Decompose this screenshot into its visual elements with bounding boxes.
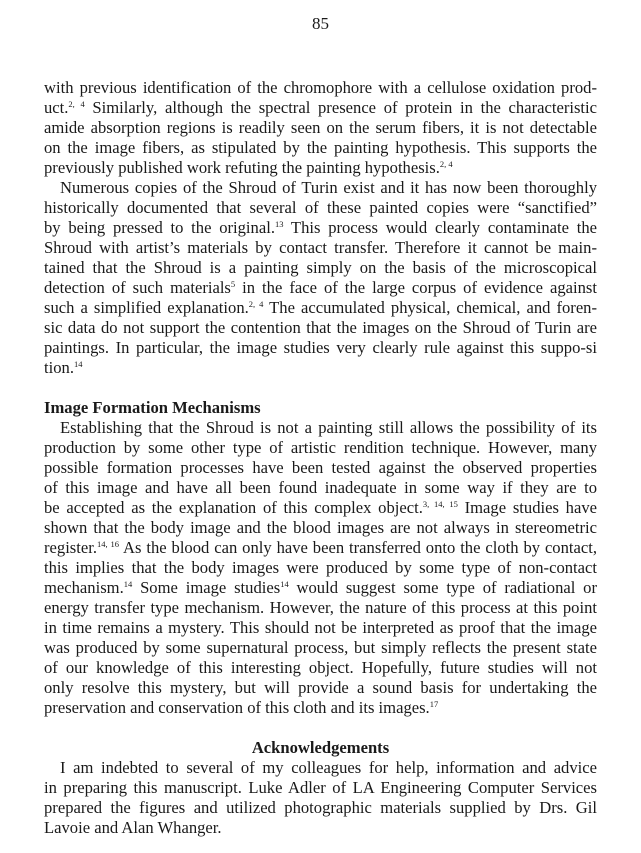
citation-ref: 2, 4 bbox=[248, 299, 264, 309]
citation-ref: 14 bbox=[123, 579, 133, 589]
body-text-line: energy transfer type mechanism. However, the nature of this process at this point bbox=[44, 598, 597, 617]
body-text-line: shown that the body image and the blood images are not always in stereometric bbox=[44, 518, 597, 537]
body-text-line: historically documented that several of these painted copies were “sanctified” bbox=[44, 198, 597, 217]
body-text-line: previously published work refuting the painting hypothesis.$^{2, 4}$ bbox=[44, 158, 453, 177]
body-text-line: Shroud with artist’s materials by contact transfer. Therefore it cannot be main- bbox=[44, 238, 597, 257]
citation-ref: 17 bbox=[429, 699, 439, 709]
body-text-line: of our knowledge of this interesting object. Hopefully, future studies will not bbox=[44, 658, 597, 677]
section-heading: Image Formation Mechanisms bbox=[44, 398, 261, 417]
body-text-line: possible formation processes have been tested against the observed properties bbox=[44, 458, 597, 477]
body-text-line: be accepted as the explanation of this complex object.$^{3, 14, 15}$ Image studies have bbox=[44, 498, 598, 517]
body-text-line: by being pressed to the original.$^{13}$ This process would clearly contaminate the bbox=[44, 218, 597, 237]
body-text-line: tained that the Shroud is a painting simply on the basis of the microscopical bbox=[44, 258, 597, 277]
body-text-line: production by some other type of artistic rendition technique. However, many bbox=[44, 438, 597, 457]
body-text-line: detection of such materials$^5$ in the face of the large corpus of evidence against bbox=[44, 278, 597, 297]
acknowledgements-heading: Acknowledgements bbox=[251, 738, 390, 757]
body-text-line: only resolve this mystery, but will provide a sound basis for undertaking the bbox=[44, 678, 597, 697]
body-text-line: such a simplified explanation.$^{2, 4}$ The accumulated physical, chemical, and foren- bbox=[44, 298, 598, 317]
citation-ref: 3, 14, 15 bbox=[422, 499, 458, 509]
body-text-line: was produced by some supernatural process, but simply reflects the present state bbox=[44, 638, 597, 657]
citation-ref: 14 bbox=[73, 359, 83, 369]
body-text-line: paintings. In particular, the image studies very clearly rule against this suppo-si bbox=[44, 338, 597, 357]
body-text-line: in preparing this manuscript. Luke Adler of LA Engineering Computer Services bbox=[44, 778, 597, 797]
body-text-line: with previous identification of the chromophore with a cellulose oxidation prod- bbox=[44, 78, 597, 97]
citation-ref: 2, 4 bbox=[68, 99, 85, 109]
body-text-line: of this image and have all been found inadequate in some way if they are to bbox=[44, 478, 597, 497]
citation-ref: 14 bbox=[280, 579, 289, 589]
body-text-line: amide absorption regions is readily seen on the serum fibers, it is not detectable bbox=[44, 118, 597, 137]
citation-ref: 5 bbox=[230, 279, 236, 289]
body-text-line: on the image fibers, as stipulated by the painting hypothesis. This supports the bbox=[44, 138, 597, 157]
body-text-line: in time remains a mystery. This should not be interpreted as proof that the image bbox=[44, 618, 597, 637]
body-text-line: uct.$^{2, 4}$ Similarly, although the spectral presence of protein in the characteristic bbox=[44, 98, 597, 117]
body-text-line: preservation and conservation of this cloth and its images.$^{17}$ bbox=[44, 698, 439, 717]
body-text-line: I am indebted to several of my colleagues for help, information and advice bbox=[60, 758, 597, 777]
citation-ref: 13 bbox=[274, 219, 284, 229]
body-text-line: prepared the figures and utilized photographic materials supplied by Drs. Gil bbox=[44, 798, 597, 817]
body-text-line: register.$^{14, 16}$ As the blood can only have been transferred onto the cloth by contact, bbox=[44, 538, 598, 557]
body-text-line: Numerous copies of the Shroud of Turin exist and it has now been thoroughly bbox=[60, 178, 597, 197]
body-text-line: sic data do not support the contention that the images on the Shroud of Turin are bbox=[44, 318, 597, 337]
body-text-line: Establishing that the Shroud is not a painting still allows the possibility of its bbox=[60, 418, 597, 437]
page-number: 85 bbox=[312, 14, 329, 33]
body-text-line: tion.$^{14}$ bbox=[44, 358, 83, 377]
body-text-line: this implies that the body images were produced by some type of non-contact bbox=[44, 558, 597, 577]
citation-ref: 14, 16 bbox=[97, 539, 120, 549]
citation-ref: 2, 4 bbox=[439, 159, 453, 169]
body-text-line: Lavoie and Alan Whanger. bbox=[44, 818, 222, 837]
body-text-line: mechanism.$^{14}$ Some image studies$^{14}$ would suggest some type of radiational or bbox=[44, 578, 597, 597]
